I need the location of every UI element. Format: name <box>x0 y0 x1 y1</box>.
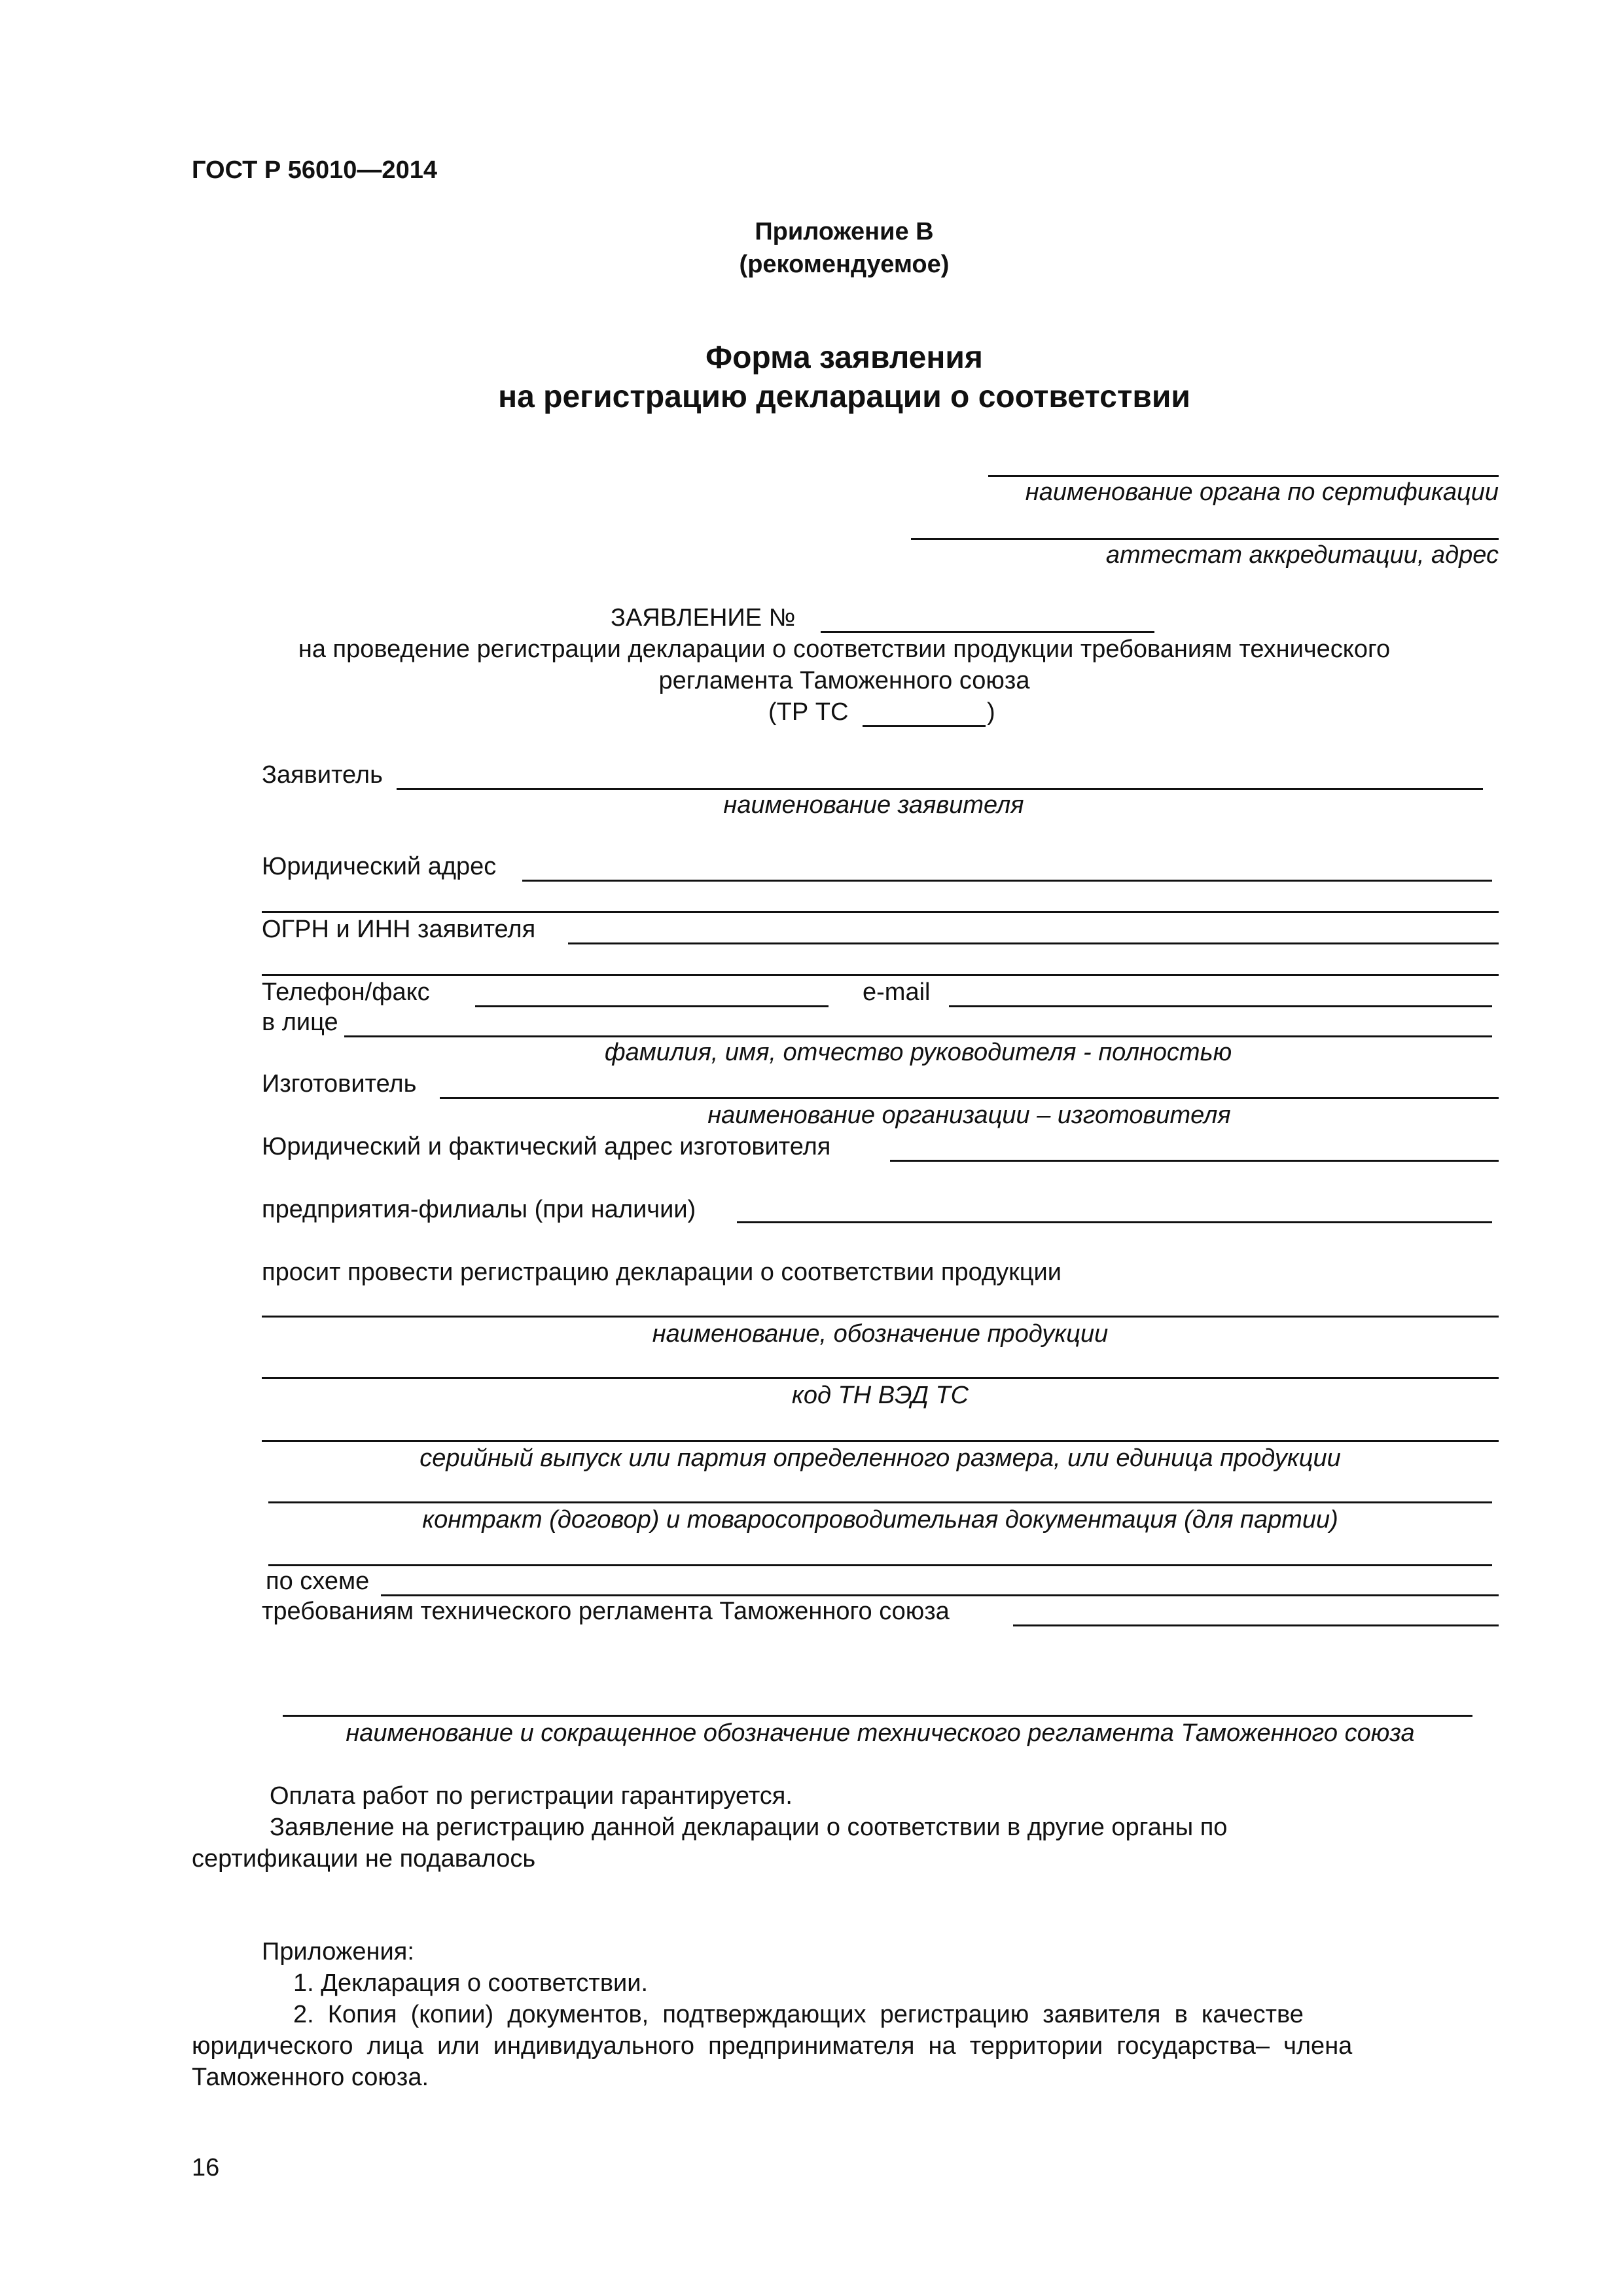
form-title-line2: на регистрацию декларации о соответствии <box>498 380 1190 414</box>
attachment-item-1: 1. Декларация о соответствии. <box>293 1969 649 1997</box>
annex-status: (рекомендуемое) <box>739 251 950 278</box>
contract-line[interactable] <box>268 1501 1492 1503</box>
form-title-line1: Форма заявления <box>705 340 983 375</box>
represented-by-label: в лице <box>262 1009 338 1036</box>
hs-code-caption: код ТН ВЭД ТС <box>791 1382 969 1409</box>
request-text: просит провести регистрацию декларации о соответствии продукции <box>262 1259 1061 1286</box>
manufacturer-caption: наименование организации – изготовителя <box>707 1102 1231 1129</box>
ogrn-inn-line-2[interactable] <box>262 974 1499 976</box>
regulation-name-line[interactable] <box>283 1715 1472 1717</box>
annex-title: Приложение В <box>755 218 934 245</box>
no-other-bodies-line1: Заявление на регистрацию данной декларации о соответствии в другие органы по <box>270 1814 1228 1841</box>
branches-line[interactable] <box>737 1221 1492 1223</box>
statement-heading: ЗАЯВЛЕНИЕ № <box>611 604 796 632</box>
regulation-line[interactable] <box>1013 1624 1499 1626</box>
contract-caption: контракт (договор) и товаросопроводительная документация (для партии) <box>422 1506 1338 1534</box>
ogrn-inn-line[interactable] <box>568 942 1499 944</box>
phone-fax-line[interactable] <box>475 1005 829 1007</box>
statement-number-line[interactable] <box>821 631 1154 633</box>
ogrn-inn-label: ОГРН и ИНН заявителя <box>262 916 536 943</box>
product-caption: наименование, обозначение продукции <box>652 1320 1109 1348</box>
tr-ts-prefix: (ТР ТС <box>768 698 849 726</box>
manufacturer-address-label: Юридический и фактический адрес изготовителя <box>262 1133 831 1160</box>
standard-code: ГОСТ Р 56010—2014 <box>192 156 437 184</box>
represented-by-line[interactable] <box>344 1035 1492 1037</box>
attachment-item-2-line2: юридического лица или индивидуального предпринимателя на территории государства– члена <box>192 2032 1353 2060</box>
tr-ts-suffix: ) <box>987 698 995 726</box>
branches-label: предприятия-филиалы (при наличии) <box>262 1196 696 1223</box>
batch-line[interactable] <box>262 1440 1499 1442</box>
certification-body-caption: наименование органа по сертификации <box>1025 478 1499 506</box>
attachment-item-2-line3: Таможенного союза. <box>192 2064 429 2091</box>
regulation-label: требованиям технического регламента Таможенного союза <box>262 1598 950 1625</box>
no-other-bodies-line2: сертификации не подавалось <box>192 1845 536 1873</box>
product-line[interactable] <box>262 1316 1499 1318</box>
email-label: e-mail <box>863 978 931 1006</box>
attachments-heading: Приложения: <box>262 1938 414 1965</box>
legal-address-line-2[interactable] <box>262 911 1499 913</box>
scheme-line[interactable] <box>381 1594 1499 1596</box>
regulation-caption: наименование и сокращенное обозначение технического регламента Таможенного союза <box>346 1719 1415 1747</box>
page-number: 16 <box>192 2154 220 2181</box>
legal-address-label: Юридический адрес <box>262 853 497 880</box>
scheme-label: по схеме <box>266 1568 370 1595</box>
accreditation-caption: аттестат аккредитации, адрес <box>1105 541 1499 569</box>
statement-subject-line1: на проведение регистрации декларации о соответствии продукции требованиям технического <box>298 636 1391 663</box>
email-line[interactable] <box>949 1005 1492 1007</box>
hs-code-line[interactable] <box>262 1377 1499 1379</box>
tr-ts-number-line[interactable] <box>863 725 986 727</box>
accreditation-line[interactable] <box>911 538 1499 540</box>
payment-guarantee: Оплата работ по регистрации гарантируется. <box>270 1782 793 1810</box>
represented-by-caption: фамилия, имя, отчество руководителя - полностью <box>604 1039 1232 1066</box>
legal-address-line[interactable] <box>522 880 1492 882</box>
certification-body-line[interactable] <box>988 475 1499 477</box>
attachment-item-2-line1: 2. Копия (копии) документов, подтверждающих регистрацию заявителя в качестве <box>293 2001 1304 2028</box>
manufacturer-label: Изготовитель <box>262 1070 417 1098</box>
batch-caption: серийный выпуск или партия определенного размера, или единица продукции <box>419 1444 1341 1472</box>
applicant-label: Заявитель <box>262 761 383 789</box>
statement-subject-line2: регламента Таможенного союза <box>658 667 1030 694</box>
contract-line-2[interactable] <box>268 1564 1492 1566</box>
applicant-line[interactable] <box>397 788 1483 790</box>
manufacturer-address-line[interactable] <box>890 1160 1499 1162</box>
phone-fax-label: Телефон/факс <box>262 978 430 1006</box>
applicant-caption: наименование заявителя <box>723 791 1024 819</box>
manufacturer-line[interactable] <box>440 1097 1499 1099</box>
